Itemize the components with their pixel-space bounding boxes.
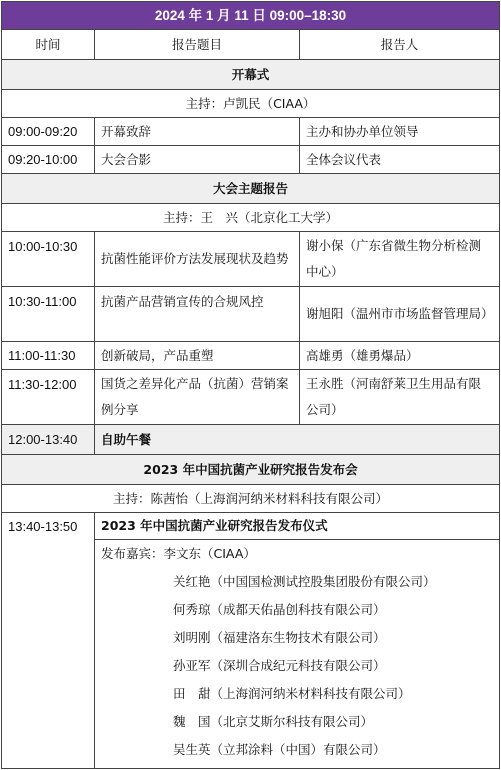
- host-release: 主持：陈茜怡（上海润河纳米材料科技有限公司）: [2, 485, 500, 513]
- session-speaker: 高雄勇（雄勇爆品）: [300, 342, 500, 370]
- session-speaker: 谢小保（广东省微生物分析检测中心）: [300, 232, 500, 287]
- host-row: [2, 90, 500, 118]
- session-topic: 创新破局，产品重塑: [95, 342, 300, 370]
- col-header-time: 时间: [2, 30, 95, 60]
- section-title-row: [2, 174, 500, 204]
- guest-item: 刘明刚（福建洛东生物技术有限公司）: [173, 630, 386, 645]
- agenda-table: [1, 1, 500, 769]
- session-time: 11:30-12:00: [2, 370, 95, 425]
- schedule-row: [2, 118, 500, 146]
- release-time: 13:40-13:50: [2, 513, 95, 769]
- lunch-row: [2, 425, 500, 455]
- session-topic: 抗菌产品营销宣传的合规风控: [95, 287, 300, 342]
- section-title-opening: 开幕式: [2, 60, 500, 90]
- release-ceremony-row: [2, 513, 500, 769]
- lunch-label: 自助午餐: [95, 425, 500, 455]
- column-header-row: [2, 30, 500, 60]
- session-topic: 开幕致辞: [95, 118, 300, 146]
- guest-item: 孙亚军（深圳合成纪元科技有限公司）: [173, 658, 386, 673]
- col-header-topic: 报告题目: [95, 30, 300, 60]
- session-topic: 国货之差异化产品（抗菌）营销案例分享: [95, 370, 300, 425]
- host-opening: 主持：卢凯民（CIAA）: [2, 90, 500, 118]
- session-speaker: 全体会议代表: [300, 146, 500, 174]
- release-details: [95, 513, 500, 769]
- guest-item: 何秀琼（成都天佑晶创科技有限公司）: [173, 602, 386, 617]
- host-keynote: 主持：王 兴（北京化工大学）: [2, 204, 500, 232]
- schedule-row: [2, 370, 500, 425]
- schedule-row: [2, 232, 500, 287]
- date-header-row: [2, 2, 500, 30]
- schedule-row: [2, 342, 500, 370]
- session-speaker: 主办和协办单位领导: [300, 118, 500, 146]
- session-time: 09:20-10:00: [2, 146, 95, 174]
- section-title-release: 2023 年中国抗菌产业研究报告发布会: [2, 455, 500, 485]
- session-topic: 大会合影: [95, 146, 300, 174]
- session-time: 10:00-10:30: [2, 232, 95, 287]
- guest-item: 田 甜（上海润河纳米材料科技有限公司）: [173, 686, 411, 701]
- section-title-keynote: 大会主题报告: [2, 174, 500, 204]
- host-row: [2, 485, 500, 513]
- date-time-header: 2024 年 1 月 11 日 09:00–18:30: [2, 2, 500, 30]
- section-title-row: [2, 455, 500, 485]
- session-time: 11:00-11:30: [2, 342, 95, 370]
- ceremony-title: 2023 年中国抗菌产业研究报告发布仪式: [95, 513, 499, 540]
- session-time: 10:30-11:00: [2, 287, 95, 342]
- host-row: [2, 204, 500, 232]
- session-speaker: 王永胜（河南舒莱卫生用品有限公司）: [300, 370, 500, 425]
- guest-item: 关红艳（中国国检测试控股集团股份有限公司）: [173, 574, 436, 589]
- lunch-time: 12:00-13:40: [2, 425, 95, 455]
- section-title-row: [2, 60, 500, 90]
- guests-label: 发布嘉宾：李文东（CIAA）: [101, 546, 256, 561]
- col-header-speaker: 报告人: [300, 30, 500, 60]
- guest-item: 魏 国（北京艾斯尔科技有限公司）: [173, 714, 374, 729]
- guest-item: 吴生英（立邦涂料（中国）有限公司）: [173, 742, 386, 757]
- session-topic: 抗菌性能评价方法发展现状及趋势: [95, 232, 300, 287]
- schedule-row: [2, 146, 500, 174]
- session-speaker: 谢旭阳（温州市市场监督管理局）: [300, 287, 500, 342]
- session-time: 09:00-09:20: [2, 118, 95, 146]
- schedule-row: [2, 287, 500, 342]
